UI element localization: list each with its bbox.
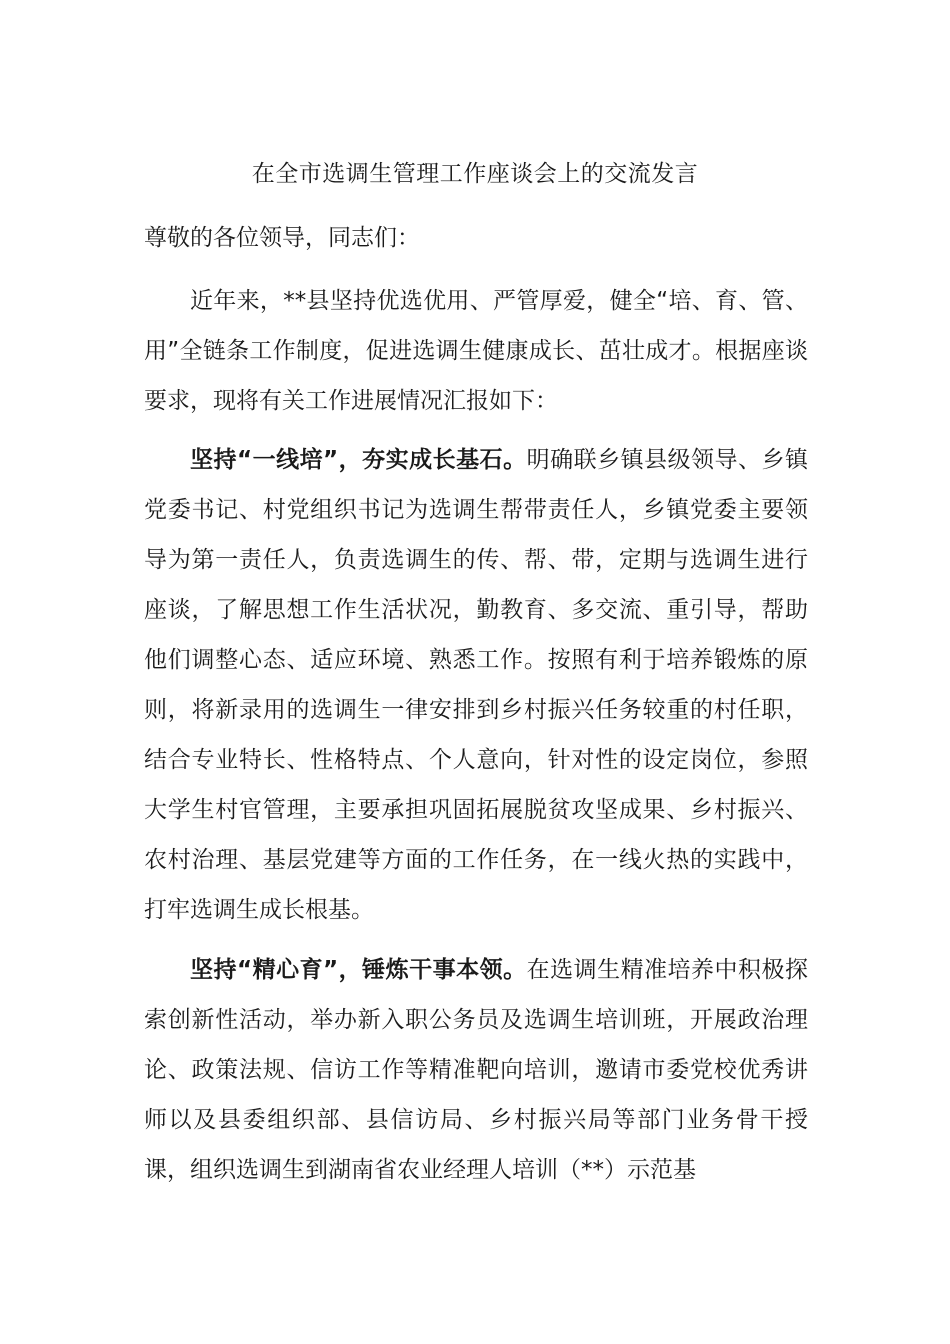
paragraph-careful-cultivation xyxy=(144,945,808,1195)
paragraph-intro xyxy=(144,276,808,426)
paragraph-body: 在选调生精准培养中积极探索创新性活动，举办新入职公务员及选调生培训班，开展政治理论、政策法规、信访工作等精准靶向培训，邀请市委党校优秀讲师以及县委组织部、县信访局、乡村振兴局等部门业务骨干授课，组织选调生到湖南省农业经理人培训（**）示范基 xyxy=(144,957,809,1183)
document-title: 在全市选调生管理工作座谈会上的交流发言 xyxy=(251,161,699,187)
paragraph-frontline-training xyxy=(144,435,808,935)
paragraph-heading: 坚持“一线培”，夯实成长基石。 xyxy=(190,447,527,473)
paragraph-heading: 坚持“精心育”，锤炼干事本领。 xyxy=(190,957,527,983)
paragraph-body: 明确联乡镇县级领导、乡镇党委书记、村党组织书记为选调生帮带责任人，乡镇党委主要领导为第一责任人，负责选调生的传、帮、带，定期与选调生进行座谈，了解思想工作生活状况，勤教育、多交流、重引导，帮助他们调整心态、适应环境、熟悉工作。按照有利于培养锻炼的原则，将新录用的选调生一律安排到乡村振兴任务较重的村任职，结合专业特长、性格特点、个人意向，针对性的设定岗位，参照大学生村官管理，主要承担巩固拓展脱贫攻坚成果、乡村振兴、农村治理、基层党建等方面的工作任务，在一线火热的实践中，打牢选调生成长根基。 xyxy=(144,447,809,923)
salutation: 尊敬的各位领导，同志们： xyxy=(144,225,420,251)
paragraph-body: 近年来，**县坚持优选优用、严管厚爱，健全“培、育、管、用”全链条工作制度，促进选调生健康成长、茁壮成才。根据座谈要求，现将有关工作进展情况汇报如下： xyxy=(144,288,808,414)
